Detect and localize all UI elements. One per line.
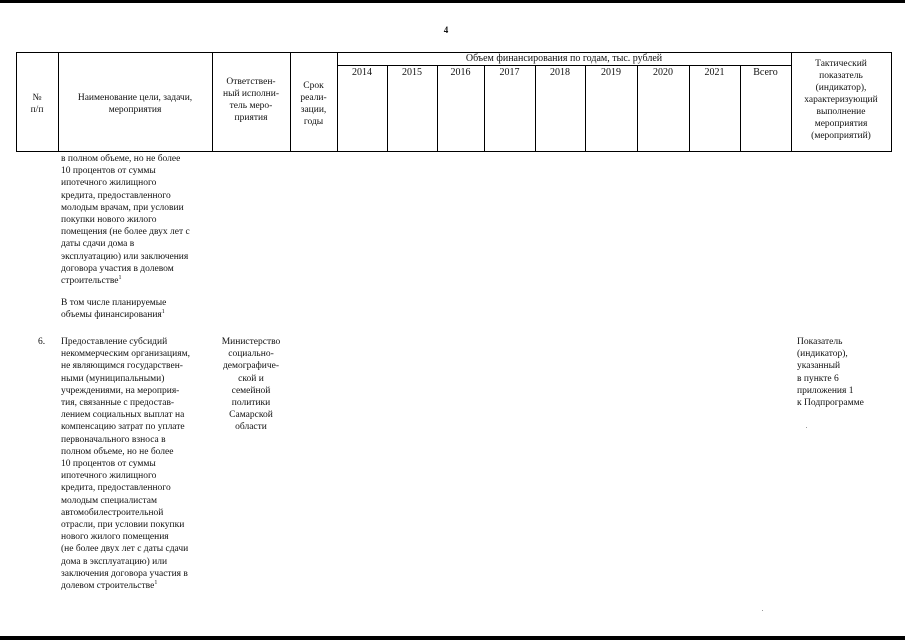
continuation-body: в полном объеме, но не более 10 процентов от суммы ипотечного жилищного кредита, предоставленного молодым врачам, при условии покупки нового жилого помещения (не более двух лет с даты сдачи дома в эксплуатацию) или заключения договора участия в долевом строительстве [61,154,190,287]
header-indicator: Тактический показатель (индикатор), характеризующий выполнение мероприятия (мероприятий) [804,59,878,141]
bottom-border [0,636,905,640]
planned-footnote-mark: 1 [161,309,165,316]
scan-speck [762,610,763,611]
page-number: 4 [443,25,449,35]
row6-description [61,336,190,592]
year-2014: 2014 [352,67,372,78]
scan-speck [806,427,807,428]
continuation-footnote-mark: 1 [118,275,122,282]
row6-description-text: Предоставление субсидий некоммерческим организациям, не являющимся государствен- ными (муниципальными) учреждениями, на мероприя- тия, связанные с предостав- лением социальных выплат на компенсацию затрат по уплате первоначального взноса в полном объеме, но не более 10 процентов от суммы ипотечного жилищного кредита, предоставленного молодым специалистам автомобилестроительной отрасли, при условии покупки нового жилого помещения (не более двух лет с даты сдачи дома в эксплуатацию) или заключения договора участия в долевом строительстве [61,337,190,592]
year-2018: 2018 [550,67,570,78]
planned-financing-text [61,297,166,321]
row6-indicator: Показатель (индикатор), указанный в пункте 6 приложения 1 к Подпрограмме [797,337,864,409]
year-2015: 2015 [402,67,422,78]
header-name: Наименование цели, задачи, мероприятия [77,93,193,115]
header-term: Срок реали- зации, годы [300,81,327,127]
year-2016: 2016 [450,67,471,78]
year-2021: 2021 [704,67,725,78]
continuation-text [61,153,190,287]
year-2019: 2019 [601,67,621,78]
row6-number: 6. [38,337,46,347]
year-total: Всего [753,67,778,78]
planned-financing-label: В том числе планируемые объемы финансирования [61,298,167,321]
row6-responsible: Министерство социально- демографиче- ской и семейной политики Самарской области [221,337,281,433]
header-num: № п/п [30,93,44,115]
year-2017: 2017 [499,67,520,78]
year-2020: 2020 [653,67,673,78]
top-border [0,0,905,3]
header-financing: Объем финансирования по годам, тыс. рублей [465,53,663,64]
row6-footnote-mark: 1 [154,580,158,587]
header-responsible: Ответствен- ный исполни- тель меро- приятия [222,77,279,123]
